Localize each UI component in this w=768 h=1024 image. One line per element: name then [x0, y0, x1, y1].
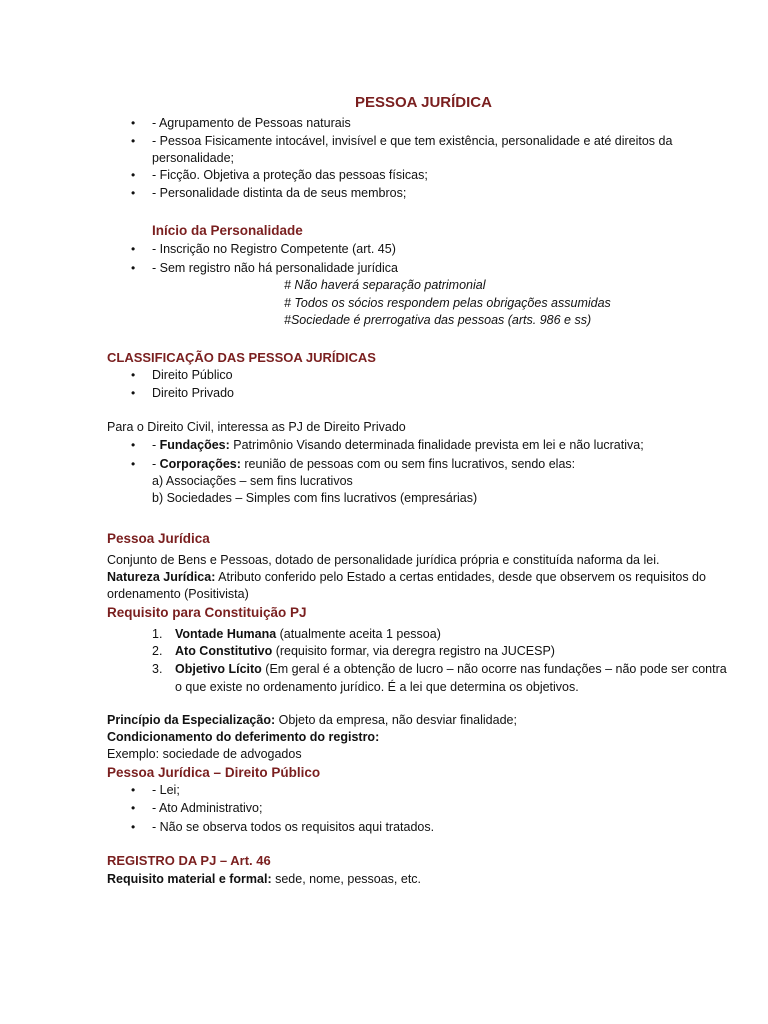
list-item: - Inscrição no Registro Competente (art. 45) — [152, 242, 396, 256]
term-text: reunião de pessoas com ou sem fins lucrativos, sendo elas: — [240, 457, 576, 471]
bullet-icon: • — [131, 386, 136, 400]
list-item: - Lei; — [152, 783, 180, 797]
list-item-continuation: personalidade; — [152, 151, 235, 165]
section-heading-publico: Pessoa Jurídica – Direito Público — [107, 765, 321, 780]
list-item: - Ficção. Objetiva a proteção das pessoas físicas; — [152, 168, 428, 182]
list-item: - Sem registro não há personalidade jurídica — [152, 261, 398, 275]
numbered-item-text — [175, 626, 441, 643]
list-item: - Não se observa todos os requisitos aqui tratados. — [152, 820, 435, 834]
term-label: Ato Constitutivo — [175, 644, 273, 658]
term-label: Vontade Humana — [175, 627, 277, 641]
numbered-item-text — [175, 661, 727, 678]
section-heading-inicio: Início da Personalidade — [152, 223, 303, 238]
paragraph-registro — [107, 871, 421, 888]
bullet-icon: • — [131, 438, 136, 452]
section-heading-registro: REGISTRO DA PJ – Art. 46 — [107, 853, 271, 868]
bullet-icon: • — [131, 261, 136, 275]
numbered-item — [152, 626, 162, 643]
list-item: - Personalidade distinta da de seus membros; — [152, 186, 407, 200]
term-text: (atualmente aceita 1 pessoa) — [276, 627, 441, 641]
term-label: Fundações: — [159, 438, 230, 452]
bullet-icon: • — [131, 134, 136, 148]
list-item: - Pessoa Fisicamente intocável, invisível e que tem existência, personalidade e até direitos da — [152, 134, 673, 148]
section-heading-pj: Pessoa Jurídica — [107, 531, 210, 546]
bullet-icon: • — [131, 801, 136, 815]
numbered-item-continuation: o que existe no ordenamento jurídico. É a lei que determina os objetivos. — [175, 680, 579, 694]
bullet-icon: • — [131, 186, 136, 200]
list-item-corporacoes: - Corporações: reunião de pessoas com ou sem fins lucrativos, sendo elas: — [152, 457, 576, 471]
term-label: Objetivo Lícito — [175, 662, 262, 676]
list-item: Direito Público — [152, 368, 233, 382]
item-number: 1. — [152, 627, 163, 641]
item-number: 2. — [152, 644, 163, 658]
term-text: Atributo conferido pelo Estado a certas entidades, desde que observem os requisitos do — [215, 570, 706, 584]
term-label: Corporações: — [159, 457, 241, 471]
paragraph: Conjunto de Bens e Pessoas, dotado de personalidade jurídica própria e constituída naforma da lei. — [107, 553, 660, 567]
numbered-item — [152, 661, 162, 678]
term-text: sede, nome, pessoas, etc. — [271, 872, 422, 886]
term-text: (requisito formar, via deregra registro na JUCESP) — [272, 644, 555, 658]
list-item: Direito Privado — [152, 386, 234, 400]
paragraph-condicionamento — [107, 729, 379, 746]
sub-item: a) Associações – sem fins lucrativos — [152, 474, 353, 488]
bullet-icon: • — [131, 820, 136, 834]
bullet-icon: • — [131, 783, 136, 797]
term-label: Natureza Jurídica: — [107, 570, 216, 584]
term-text: (Em geral é a obtenção de lucro – não ocorre nas fundações – não pode ser contra — [261, 662, 727, 676]
bullet-icon: • — [131, 368, 136, 382]
page-title: PESSOA JURÍDICA — [355, 94, 492, 111]
bullet-icon: • — [131, 116, 136, 130]
list-item: - Ato Administrativo; — [152, 801, 263, 815]
sub-item: b) Sociedades – Simples com fins lucrativos (empresárias) — [152, 491, 478, 505]
term-text: Objeto da empresa, não desviar finalidade; — [275, 713, 517, 727]
bullet-icon: • — [131, 457, 136, 471]
term-label: Requisito material e formal: — [107, 872, 272, 886]
note-line: #Sociedade é prerrogativa das pessoas (arts. 986 e ss) — [284, 313, 592, 327]
note-line: # Todos os sócios respondem pelas obrigações assumidas — [284, 296, 611, 310]
list-item: - Agrupamento de Pessoas naturais — [152, 116, 351, 130]
term-text: Patrimônio Visando determinada finalidade prevista em lei e não lucrativa; — [229, 438, 644, 452]
paragraph: Para o Direito Civil, interessa as PJ de Direito Privado — [107, 420, 406, 434]
section-heading-classificacao: CLASSIFICAÇÃO DAS PESSOA JURÍDICAS — [107, 350, 376, 365]
bullet-icon: • — [131, 242, 136, 256]
note-line: # Não haverá separação patrimonial — [284, 278, 486, 292]
list-item-fundacoes: - Fundações: Patrimônio Visando determinada finalidade prevista em lei e não lucrativa; — [152, 438, 644, 452]
term-label: Princípio da Especialização: — [107, 713, 276, 727]
paragraph-natureza — [107, 569, 706, 586]
numbered-item-text — [175, 643, 555, 660]
paragraph-exemplo: Exemplo: sociedade de advogados — [107, 747, 302, 761]
term-label: Condicionamento do deferimento do registro: — [107, 730, 380, 744]
numbered-item — [152, 643, 162, 660]
section-heading-requisito: Requisito para Constituição PJ — [107, 605, 307, 620]
paragraph-principio — [107, 712, 517, 729]
item-number: 3. — [152, 662, 163, 676]
bullet-icon: • — [131, 168, 136, 182]
paragraph-continuation: ordenamento (Positivista) — [107, 587, 249, 601]
